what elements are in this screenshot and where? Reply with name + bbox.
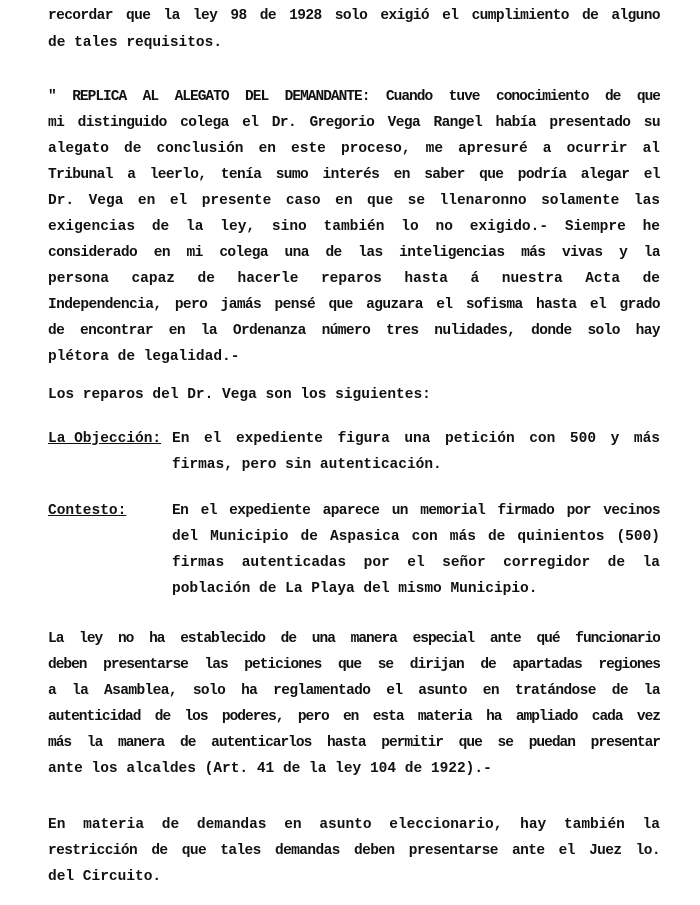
text-line: Dr. Vega en el presente caso en que se llenaronno solamente las [48, 193, 660, 209]
text-line: autenticidad de los poderes, pero en esta materia ha ampliado cada vez [48, 709, 660, 725]
answer-text-line: firmas autenticadas por el señor corregidor de la [172, 555, 660, 571]
answer-text-line: En el expediente aparece un memorial firmado por vecinos [172, 503, 660, 519]
text-line: de tales requisitos. [48, 35, 223, 51]
text-line: del Circuito. [48, 869, 162, 885]
text-line: a la Asamblea, solo ha reglamentado el asunto en tratándose de la [48, 683, 660, 699]
text-line: La ley no ha establecido de una manera especial ante qué funcionario [48, 631, 660, 647]
answer-text-line: población de La Playa del mismo Municipio. [172, 581, 538, 597]
answer-text-line: del Municipio de Aspasica con más de quinientos (500) [172, 529, 660, 545]
objection-text-line: firmas, pero sin autenticación. [172, 457, 442, 473]
text-line: considerado en mi colega una de las inteligencias más vivas y la [48, 245, 660, 261]
answer-label: Contesto: [48, 503, 127, 519]
text-line: exigencias de la ley, sino también lo no exigido.- Siempre he [48, 219, 660, 235]
text-line: restricción de que tales demandas deben presentarse ante el Juez lo. [48, 843, 660, 859]
objection-label: La Objección: [48, 431, 162, 447]
text-line: alegato de conclusión en este proceso, me apresuré a ocurrir al [48, 141, 660, 157]
text-line: plétora de legalidad.- [48, 349, 240, 365]
text-line: Tribunal a leerlo, tenía sumo interés en saber que podría alegar el [48, 167, 660, 183]
text-line: mi distinguido colega el Dr. Gregorio Vega Rangel había presentado su [48, 115, 660, 131]
text-line: En materia de demandas en asunto eleccionario, hay también la [48, 817, 660, 833]
text-line: de encontrar en la Ordenanza número tres nulidades, donde solo hay [48, 323, 660, 339]
text-line: ante los alcaldes (Art. 41 de la ley 104 de 1922).- [48, 761, 492, 777]
text-line: " REPLICA AL ALEGATO DEL DEMANDANTE: Cuando tuve conocimiento de que [48, 89, 660, 105]
objection-text-line: En el expediente figura una petición con 500 y más [172, 431, 660, 447]
text-line: deben presentarse las peticiones que se dirijan de apartadas regiones [48, 657, 660, 673]
text-line: Independencia, pero jamás pensé que aguzara el sofisma hasta el grado [48, 297, 660, 313]
text-line: recordar que la ley 98 de 1928 solo exigió el cumplimiento de alguno [48, 8, 660, 24]
text-line: Los reparos del Dr. Vega son los siguientes: [48, 387, 431, 403]
text-line: persona capaz de hacerle reparos hasta á nuestra Acta de [48, 271, 660, 287]
text-line: más la manera de autenticarlos hasta permitir que se puedan presentar [48, 735, 660, 751]
